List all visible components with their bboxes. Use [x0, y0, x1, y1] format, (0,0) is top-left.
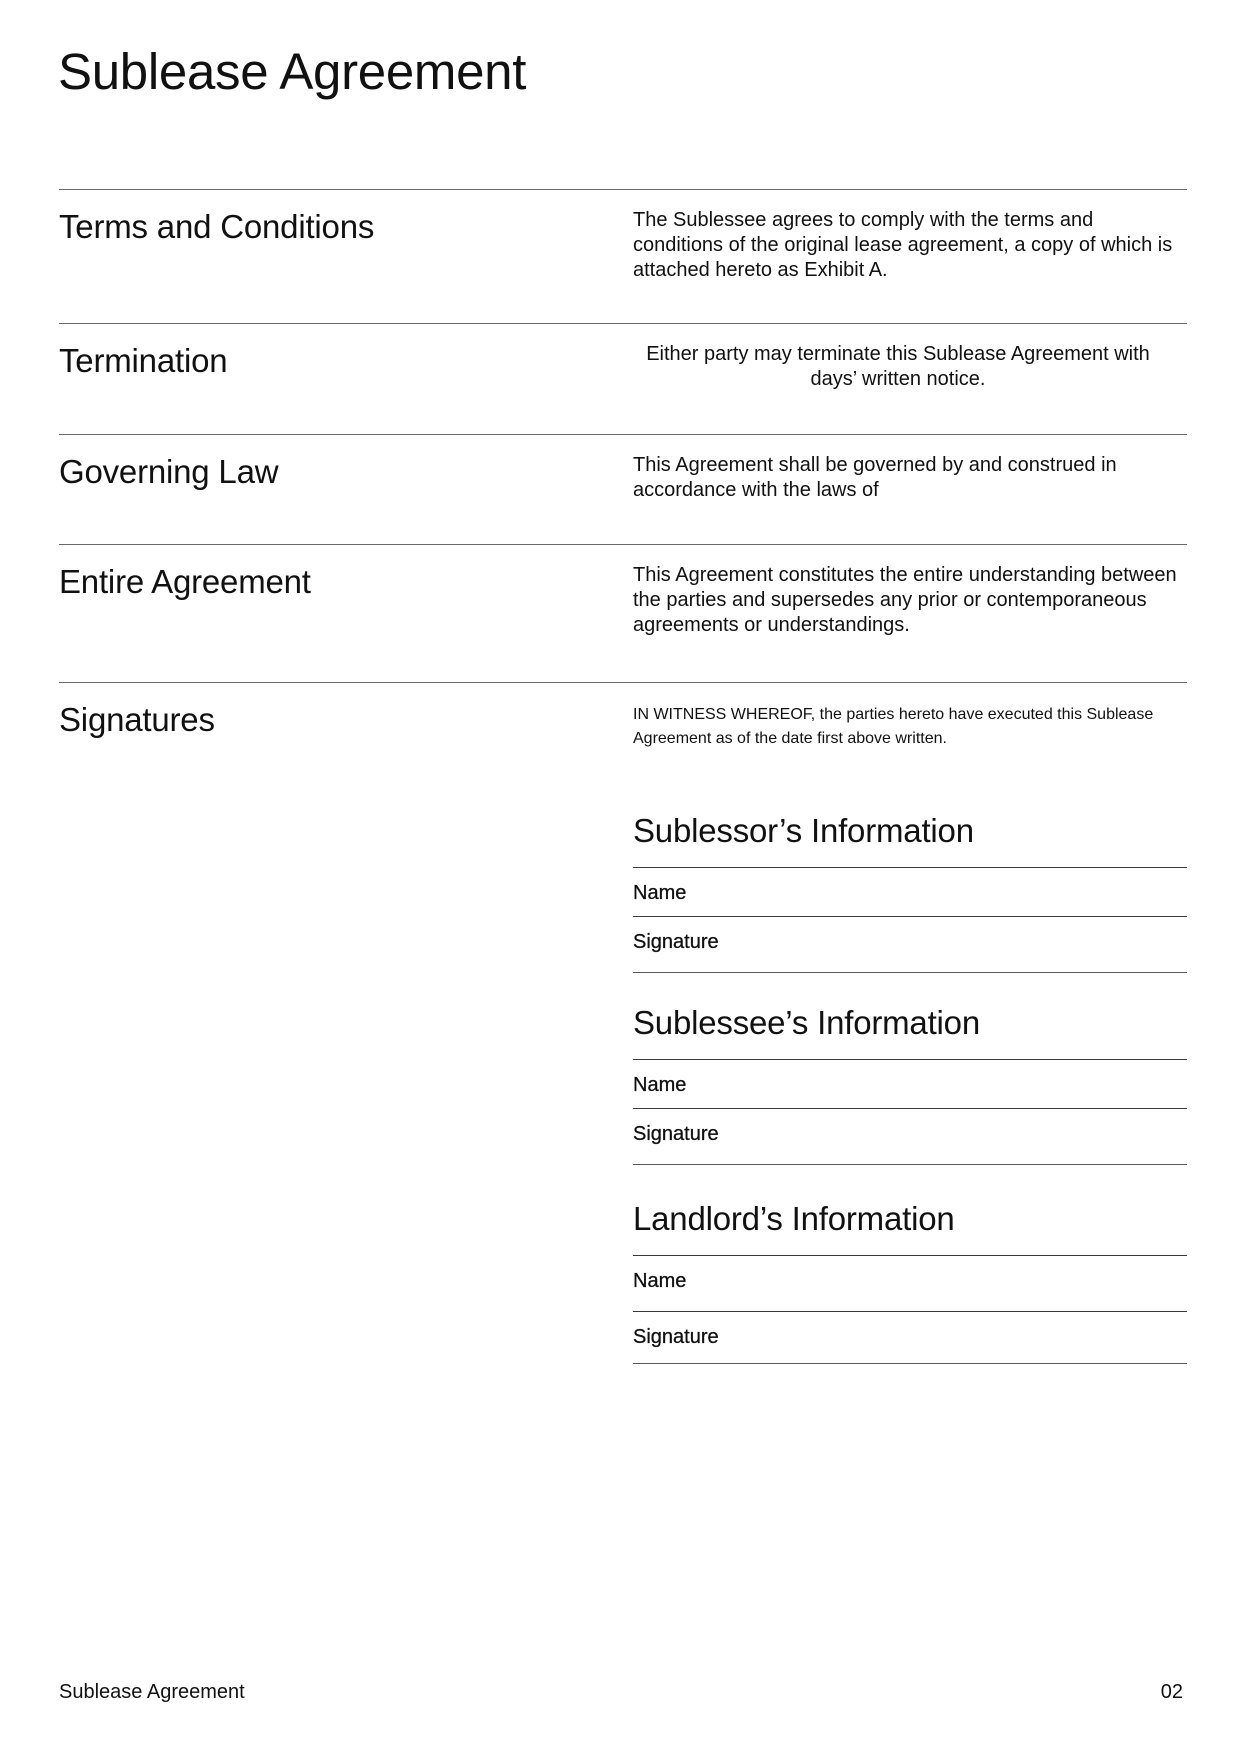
name-label: Name: [633, 1074, 687, 1096]
document-title: Sublease Agreement: [58, 43, 527, 100]
sublessee-information: [633, 1003, 1187, 1165]
signature-label: Signature: [633, 931, 719, 953]
party-title: Sublessee’s Information: [633, 1004, 980, 1041]
signature-label: Signature: [633, 1326, 719, 1348]
party-title: Landlord’s Information: [633, 1200, 955, 1237]
signature-label: Signature: [633, 1123, 719, 1145]
sublessor-information: [633, 811, 1187, 973]
sublessee-name-field[interactable]: [633, 1059, 1187, 1108]
section-body: The Sublessee agrees to comply with the terms and conditions of the original lease agreement, a copy of which is attached hereto as Exhibit A.: [633, 209, 1173, 281]
name-label: Name: [633, 1270, 687, 1292]
sublessee-signature-field[interactable]: [633, 1108, 1187, 1165]
footer-document-name: Sublease Agreement: [59, 1681, 245, 1703]
section-body: IN WITNESS WHEREOF, the parties hereto have executed this Sublease Agreement as of the date first above written.: [633, 706, 1154, 747]
section-heading: Signatures: [59, 701, 215, 738]
section-termination: [59, 323, 1187, 434]
section-entire-agreement: [59, 544, 1187, 681]
section-heading: Governing Law: [59, 453, 279, 490]
landlord-signature-field[interactable]: [633, 1311, 1187, 1364]
section-body: This Agreement constitutes the entire understanding between the parties and supersedes any prior or contemporaneous agreements or understandings.: [633, 564, 1177, 636]
sublessor-name-field[interactable]: [633, 867, 1187, 916]
section-heading: Termination: [59, 342, 228, 379]
section-heading: Terms and Conditions: [59, 208, 375, 245]
section-heading: Entire Agreement: [59, 563, 311, 600]
section-terms-and-conditions: [59, 189, 1187, 322]
party-title: Sublessor’s Information: [633, 812, 974, 849]
landlord-name-field[interactable]: [633, 1255, 1187, 1311]
footer-page-number: 02: [1160, 1681, 1183, 1703]
sublessor-signature-field[interactable]: [633, 916, 1187, 973]
section-signatures: [59, 682, 1187, 783]
section-body: Either party may terminate this Sublease Agreement with days’ written notice.: [646, 343, 1150, 390]
section-governing-law: [59, 434, 1187, 543]
section-body: This Agreement shall be governed by and construed in accordance with the laws of: [633, 454, 1117, 501]
landlord-information: [633, 1199, 1187, 1364]
name-label: Name: [633, 882, 687, 904]
